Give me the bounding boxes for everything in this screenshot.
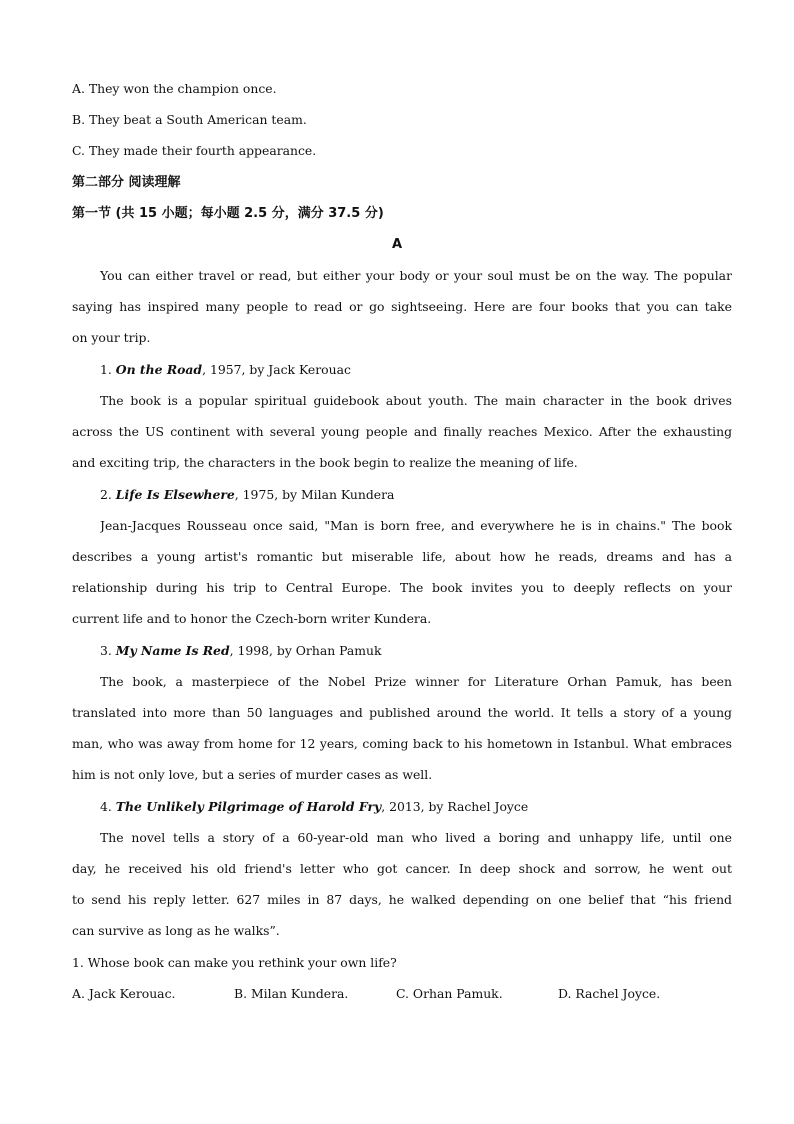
book-heading-3 (100, 642, 732, 660)
book-heading-4 (100, 798, 732, 816)
book-title: On the Road (115, 362, 203, 377)
option-b[interactable]: B. Milan Kundera. (234, 986, 349, 1001)
book-1-line-2: across the US continent with several young people and finally reaches Mexico. After the exhausting (72, 424, 732, 439)
prev-option-a: A. They won the champion once. (72, 81, 277, 96)
book-meta: , 1957, by Jack Kerouac (202, 362, 351, 377)
prev-option-b: B. They beat a South American team. (72, 112, 307, 127)
intro-line-2: saying has inspired many people to read or go sightseeing. Here are four books that you can take (72, 299, 732, 314)
book-1-line-1: The book is a popular spiritual guidebook about youth. The main character in the book drives (100, 393, 732, 408)
book-4-line-4: can survive as long as he walks”. (72, 923, 280, 938)
book-2-line-4: current life and to honor the Czech-born writer Kundera. (72, 611, 432, 626)
book-heading-1 (100, 361, 732, 379)
question-stem: 1. Whose book can make you rethink your own life? (72, 955, 397, 970)
book-title: My Name Is Red (115, 643, 230, 658)
book-4-line-2: day, he received his old friend's letter who got cancer. In deep shock and sorrow, he went out (72, 861, 732, 876)
book-3-line-1: The book, a masterpiece of the Nobel Prize winner for Literature Orhan Pamuk, has been (100, 674, 732, 689)
book-meta: , 1998, by Orhan Pamuk (229, 643, 382, 658)
book-3-line-2: translated into more than 50 languages and published around the world. It tells a story of a young (72, 705, 732, 720)
book-heading-2 (100, 486, 732, 504)
prev-option-c: C. They made their fourth appearance. (72, 143, 317, 158)
book-2-line-1: Jean-Jacques Rousseau once said, "Man is born free, and everywhere he is in chains." The book (100, 518, 732, 533)
option-d[interactable]: D. Rachel Joyce. (558, 986, 661, 1001)
book-1-line-3: and exciting trip, the characters in the book begin to realize the meaning of life. (72, 455, 578, 470)
book-title: The Unlikely Pilgrimage of Harold Fry (115, 799, 382, 814)
passage-label: A (391, 237, 403, 252)
option-c[interactable]: C. Orhan Pamuk. (396, 986, 503, 1001)
book-meta: , 1975, by Milan Kundera (234, 487, 395, 502)
option-a[interactable]: A. Jack Kerouac. (72, 986, 176, 1001)
book-number: 3. (100, 643, 112, 658)
book-3-line-3: man, who was away from home for 12 years, coming back to his hometown in Istanbul. What embraces (72, 736, 732, 751)
book-title: Life Is Elsewhere (115, 487, 235, 502)
book-meta: , 2013, by Rachel Joyce (381, 799, 529, 814)
question-options (72, 985, 732, 1003)
book-2-line-3: relationship during his trip to Central Europe. The book invites you to deeply reflects on your (72, 580, 732, 595)
book-2-line-2: describes a young artist's romantic but miserable life, about how he reads, dreams and has a (72, 549, 732, 564)
book-number: 4. (100, 799, 112, 814)
section-title: 第一节 (共 15 小题；每小题 2.5 分，满分 37.5 分) (72, 206, 384, 221)
book-number: 1. (100, 362, 112, 377)
part-title: 第二部分 阅读理解 (72, 175, 181, 190)
book-number: 2. (100, 487, 112, 502)
intro-line-3: on your trip. (72, 330, 151, 345)
book-3-line-4: him is not only love, but a series of murder cases as well. (72, 767, 433, 782)
book-4-line-3: to send his reply letter. 627 miles in 87 days, he walked depending on one belief that “his friend (72, 892, 732, 907)
intro-line-1: You can either travel or read, but either your body or your soul must be on the way. The popular (100, 268, 732, 283)
book-4-line-1: The novel tells a story of a 60-year-old man who lived a boring and unhappy life, until one (100, 830, 732, 845)
